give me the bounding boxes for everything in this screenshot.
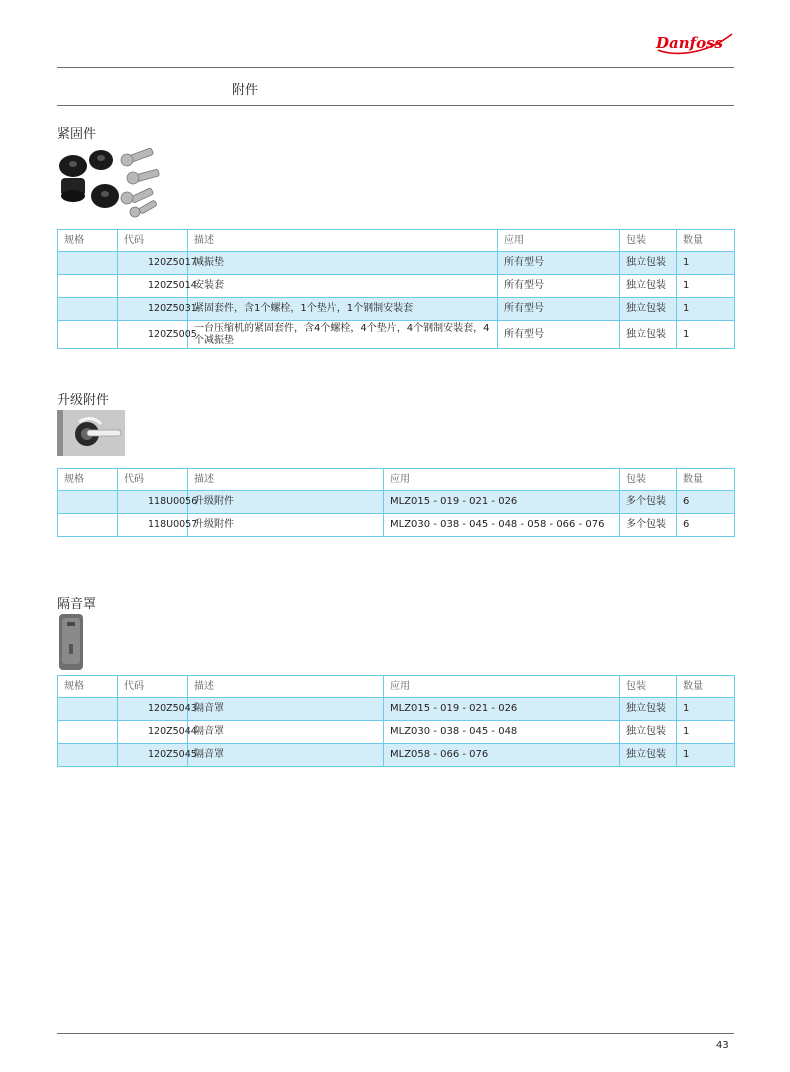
table-row: 118U0057 升级附件 MLZ030 - 038 - 045 - 048 - 058 - 066 - 076 多个包装 6	[58, 514, 735, 537]
col-packaging: 包装	[620, 676, 677, 698]
col-quantity: 数量	[677, 469, 735, 491]
table-row: 120Z5017 减振垫 所有型号 独立包装 1	[58, 252, 735, 275]
fasteners-table	[57, 229, 735, 349]
col-spec: 规格	[58, 469, 118, 491]
section-title-fasteners: 紧固件	[57, 127, 97, 142]
col-description: 描述	[188, 469, 384, 491]
col-code: 代码	[118, 676, 188, 698]
upgrade-kit-table	[57, 468, 735, 537]
svg-text:Danfoss: Danfoss	[656, 34, 723, 52]
page-title: 附件	[232, 83, 259, 98]
table-header-row	[58, 676, 735, 698]
table-row: 120Z5043 隔音罩 MLZ015 - 019 - 021 - 026 独立包装 1	[58, 698, 735, 721]
col-description: 描述	[188, 230, 498, 252]
section-title-acoustic-hood: 隔音罩	[57, 597, 97, 612]
header-rule-bottom	[57, 105, 734, 106]
section-title-upgrade-kit: 升级附件	[57, 393, 110, 408]
col-code: 代码	[118, 230, 188, 252]
table-row: 120Z5044 隔音罩 MLZ030 - 038 - 045 - 048 独立包装 1	[58, 721, 735, 744]
acoustic-hood-image	[57, 614, 85, 670]
header-rule-top	[57, 67, 734, 68]
acoustic-hood-table	[57, 675, 735, 767]
table-header-row	[58, 469, 735, 491]
table-header-row	[58, 230, 735, 252]
col-quantity: 数量	[677, 676, 735, 698]
col-quantity: 数量	[677, 230, 735, 252]
page-number: 43	[716, 1040, 729, 1051]
table-row: 120Z5014 安装套 所有型号 独立包装 1	[58, 275, 735, 298]
col-application: 应用	[384, 676, 620, 698]
col-spec: 规格	[58, 230, 118, 252]
col-description: 描述	[188, 676, 384, 698]
col-application: 应用	[498, 230, 620, 252]
table-row: 120Z5045 隔音罩 MLZ058 - 066 - 076 独立包装 1	[58, 744, 735, 767]
danfoss-logo	[652, 26, 736, 60]
fastener-kit-image	[57, 146, 165, 222]
col-spec: 规格	[58, 676, 118, 698]
footer-rule	[57, 1033, 734, 1034]
col-packaging: 包装	[620, 469, 677, 491]
col-packaging: 包装	[620, 230, 677, 252]
table-row: 120Z5031 紧固套件，含1个螺栓，1个垫片，1个钢制安装套 所有型号 独立包装 1	[58, 298, 735, 321]
col-application: 应用	[384, 469, 620, 491]
col-code: 代码	[118, 469, 188, 491]
table-row: 118U0056 升级附件 MLZ015 - 019 - 021 - 026 多个包装 6	[58, 491, 735, 514]
table-row: 120Z5005 一台压缩机的紧固套件，含4个螺栓，4个垫片，4个钢制安装套，4个减振垫 所有型号 独立包装 1	[58, 321, 735, 349]
upgrade-kit-image	[57, 410, 125, 456]
